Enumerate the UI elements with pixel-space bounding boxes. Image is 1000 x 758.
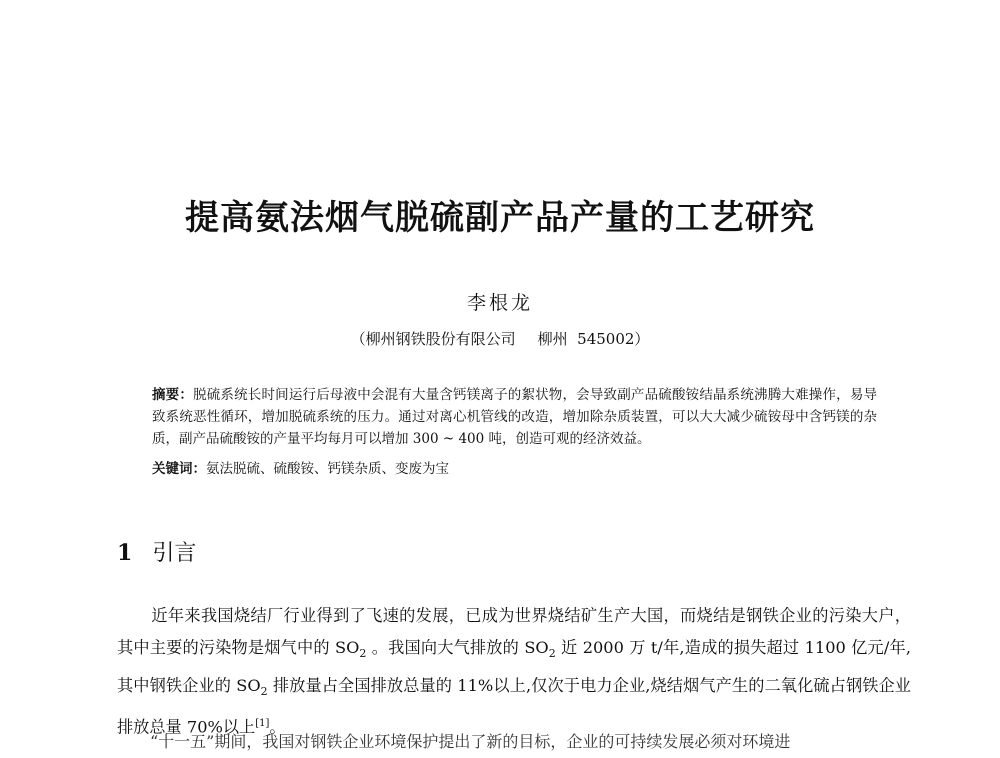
affiliation-org: 柳州钢铁股份有限公司 (365, 330, 516, 348)
affiliation-postcode: 545002 (577, 330, 635, 348)
author-name: 李根龙 (466, 292, 533, 314)
affiliation-city: 柳州 (537, 330, 568, 348)
body-text-part: 。 (269, 717, 286, 737)
subscript: 2 (359, 647, 367, 661)
abstract-label: 摘要： (152, 387, 194, 403)
affiliation-close-paren: ） (634, 330, 650, 348)
section-title: 引言 (152, 541, 197, 566)
keywords (152, 458, 877, 480)
abstract-text: 脱硫系统长时间运行后母液中会混有大量含钙镁离子的絮状物，会导致副产品硫酸铵结晶系统沸腾大难操作，易导致系统恶性循环，增加脱硫系统的压力。通过对离心机管线的改造，增加除杂质装置，可以大大减少硫铵母中含钙镁的杂质，副产品硫酸铵的产量平均每月可以增加 300 ~ 400 吨，创造可观的经济效益。 (152, 387, 878, 447)
keywords-text: 氨法脱硫、硫酸铵、钙镁杂质、变废为宝 (206, 461, 449, 477)
affiliation-open-paren: （ (350, 330, 366, 348)
subscript: 2 (260, 685, 268, 699)
section-number: 1 (117, 540, 133, 566)
author-affiliation (0, 328, 1000, 349)
body-paragraph (117, 600, 911, 751)
subscript: 2 (548, 647, 556, 661)
section-heading (117, 536, 196, 567)
body-text-part: 。我国向大气排放的 SO (366, 638, 549, 657)
citation-ref: [1] (255, 718, 270, 730)
keywords-label: 关键词： (152, 461, 206, 477)
abstract (152, 384, 877, 450)
paper-title: 提高氨法烟气脱硫副产品产量的工艺研究 (185, 198, 815, 238)
body-text-part: 近 2000 万 t/年,造成的损失超过 1100 亿元/年,其中钢铁企业的 SO (117, 638, 911, 696)
body-text-part: 近年来我国烧结厂行业得到了飞速的发展，已成为世界烧结矿生产大国，而烧结是钢铁企业的污染大户，其中主要的污染物是烟气中的 SO (117, 606, 911, 657)
body-paragraph-cut: “十一五”期间，我国对钢铁企业环境保护提出了新的目标，企业的可持续发展必须对环境进 (150, 732, 791, 751)
body-text-part: 排放量占全国排放总量的 11%以上,仅次于电力企业,烧结烟气产生的二氧化硫占钢铁企业排放总量 70%以上 (117, 676, 911, 737)
